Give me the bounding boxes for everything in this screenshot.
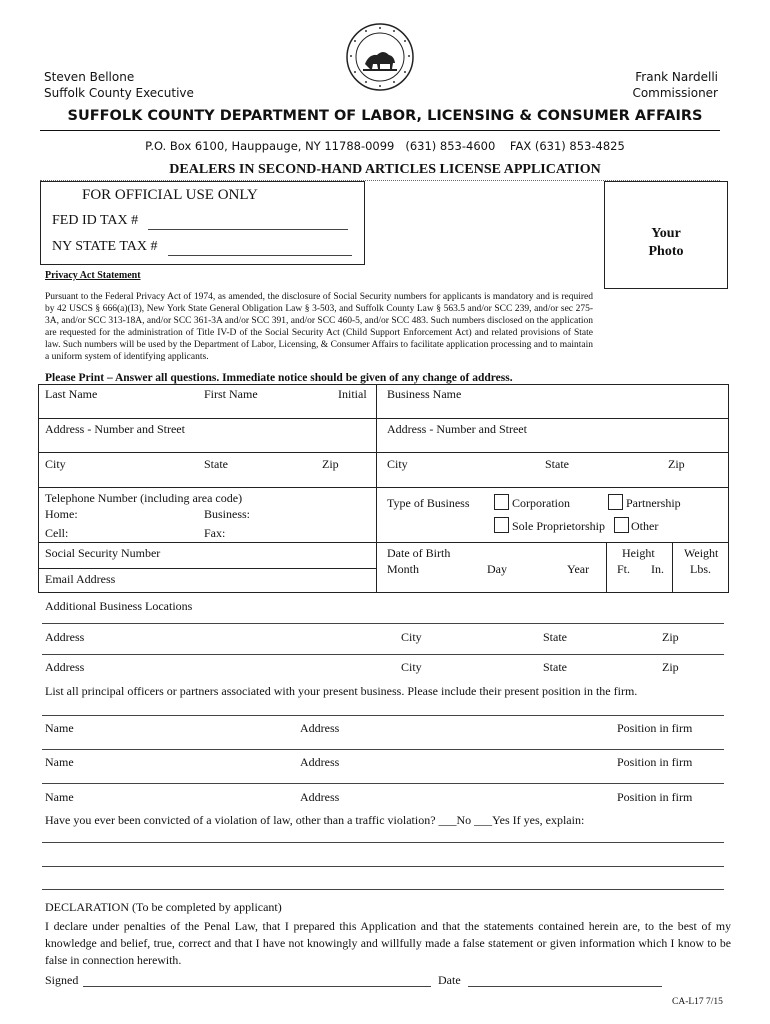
commissioner-name: Frank Nardelli — [635, 70, 718, 84]
additional-city-1-label: City — [401, 630, 422, 644]
weight-lbs-label: Lbs. — [690, 562, 711, 576]
cell-phone-label: Cell: — [45, 526, 69, 540]
business-city-label: City — [387, 457, 408, 471]
ssn-label: Social Security Number — [45, 546, 161, 560]
ny-tax-input[interactable] — [168, 255, 352, 256]
officer-2-name-label: Name — [45, 755, 74, 769]
officer-3-position-label: Position in firm — [617, 790, 693, 804]
height-label: Height — [622, 546, 655, 560]
type-of-business-label: Type of Business — [387, 496, 470, 510]
signature-line[interactable] — [83, 986, 431, 987]
commissioner-title: Commissioner — [632, 86, 718, 100]
dob-label: Date of Birth — [387, 546, 451, 560]
explain-line-1[interactable] — [42, 842, 724, 843]
additional-address-2-label: Address — [45, 660, 85, 674]
instructions: Please Print – Answer all questions. Immediate notice should be given of any change of address. — [45, 372, 513, 384]
additional-state-1-label: State — [543, 630, 567, 644]
signed-label: Signed — [45, 973, 79, 987]
home-city-label: City — [45, 457, 66, 471]
privacy-text: Pursuant to the Federal Privacy Act of 1974, as amended, the disclosure of Social Security numbers for applicants is mandatory and is required by 42 USCS § 666(a)(I3), New York State General Obligation Law § 3-503, and Suffolk County Law § 563.5 and/or SCC 239, and/or sec 275-3A, and/or SCC 313-18A, and/or SCC 361-3A and/or SCC 391, and/or SCC 460-5, and/or SCC 483. Such numbers disclosed on the application are requested for the administration of Title IV-D of the Social Security Act (Child Support Enforcement Act) and related provisions of State law. Such numbers will be used by the Department of Labor, Licensing, & Consumer Affairs to facilitate application processing and to maintain a uniform system of identifying applicants. — [45, 292, 593, 362]
last-name-label: Last Name — [45, 387, 98, 401]
other-checkbox[interactable] — [614, 517, 629, 533]
fed-id-input[interactable] — [148, 229, 348, 230]
additional-state-2-label: State — [543, 660, 567, 674]
dob-year-label: Year — [567, 562, 590, 576]
date-label: Date — [438, 973, 461, 987]
fed-id-label: FED ID TAX # — [52, 213, 139, 228]
conviction-question: Have you ever been convicted of a violation of law, other than a traffic violation? ___No ___Yes If yes, explain: — [45, 813, 585, 827]
county-executive-title: Suffolk County Executive — [44, 86, 194, 100]
additional-address-1-label: Address — [45, 630, 85, 644]
home-zip-label: Zip — [322, 457, 339, 471]
dob-month-label: Month — [387, 562, 420, 576]
date-line[interactable] — [468, 986, 662, 987]
county-executive-name: Steven Bellone — [44, 70, 135, 84]
ny-tax-label: NY STATE TAX # — [52, 239, 158, 254]
initial-label: Initial — [338, 387, 367, 401]
corporation-checkbox[interactable] — [494, 494, 509, 510]
telephone-label: Telephone Number (including area code) — [45, 491, 243, 505]
officer-2-position-label: Position in firm — [617, 755, 693, 769]
form-title: DEALERS IN SECOND-HAND ARTICLES LICENSE APPLICATION — [169, 162, 601, 177]
photo-label-your: Your — [651, 226, 681, 241]
photo-label-photo: Photo — [648, 244, 684, 259]
county-seal-icon — [345, 22, 415, 92]
officer-3-address-label: Address — [300, 790, 340, 804]
privacy-heading: Privacy Act Statement — [45, 270, 141, 281]
dob-day-label: Day — [487, 562, 507, 576]
business-zip-label: Zip — [668, 457, 685, 471]
department-address: P.O. Box 6100, Hauppauge, NY 11788-0099 (631) 853-4600 FAX (631) 853-4825 — [145, 139, 625, 153]
fax-label: Fax: — [204, 526, 226, 540]
additional-locations-heading: Additional Business Locations — [45, 599, 193, 613]
officer-1-name-label: Name — [45, 721, 74, 735]
weight-label: Weight — [684, 546, 719, 560]
home-phone-label: Home: — [45, 507, 78, 521]
explain-line-2[interactable] — [42, 866, 724, 867]
additional-zip-2-label: Zip — [662, 660, 679, 674]
form-number: CA-L17 7/15 — [672, 997, 723, 1007]
height-in-label: In. — [651, 562, 664, 576]
officer-2-address-label: Address — [300, 755, 340, 769]
first-name-label: First Name — [204, 387, 258, 401]
height-ft-label: Ft. — [617, 562, 631, 576]
business-address-label: Address - Number and Street — [387, 422, 527, 436]
additional-city-2-label: City — [401, 660, 422, 674]
business-state-label: State — [545, 457, 569, 471]
declaration-text: I declare under penalties of the Penal Law, that I prepared this Application and that the statements contained herein are, to the best of my knowledge and belief, true, correct and that I have not knowingly and willfully made a false statement or given information which I know to be false in connection herewith. — [45, 919, 731, 967]
additional-zip-1-label: Zip — [662, 630, 679, 644]
email-label: Email Address — [45, 572, 116, 586]
partnership-label: Partnership — [626, 496, 681, 510]
declaration-heading: DECLARATION (To be completed by applicant) — [45, 900, 282, 914]
home-address-label: Address - Number and Street — [45, 422, 185, 436]
officer-1-address-label: Address — [300, 721, 340, 735]
officer-1-position-label: Position in firm — [617, 721, 693, 735]
officers-prompt: List all principal officers or partners associated with your present business. Please include their present position in the firm. — [45, 684, 638, 698]
other-label: Other — [631, 519, 659, 533]
sole-proprietorship-label: Sole Proprietorship — [512, 519, 605, 533]
business-name-label: Business Name — [387, 387, 462, 401]
officer-3-name-label: Name — [45, 790, 74, 804]
corporation-label: Corporation — [512, 496, 570, 510]
partnership-checkbox[interactable] — [608, 494, 623, 510]
department-title: SUFFOLK COUNTY DEPARTMENT OF LABOR, LICENSING & CONSUMER AFFAIRS — [67, 108, 703, 124]
explain-line-3[interactable] — [42, 889, 724, 890]
business-phone-label: Business: — [204, 507, 251, 521]
official-use-title: FOR OFFICIAL USE ONLY — [82, 187, 258, 203]
home-state-label: State — [204, 457, 228, 471]
sole-proprietorship-checkbox[interactable] — [494, 517, 509, 533]
